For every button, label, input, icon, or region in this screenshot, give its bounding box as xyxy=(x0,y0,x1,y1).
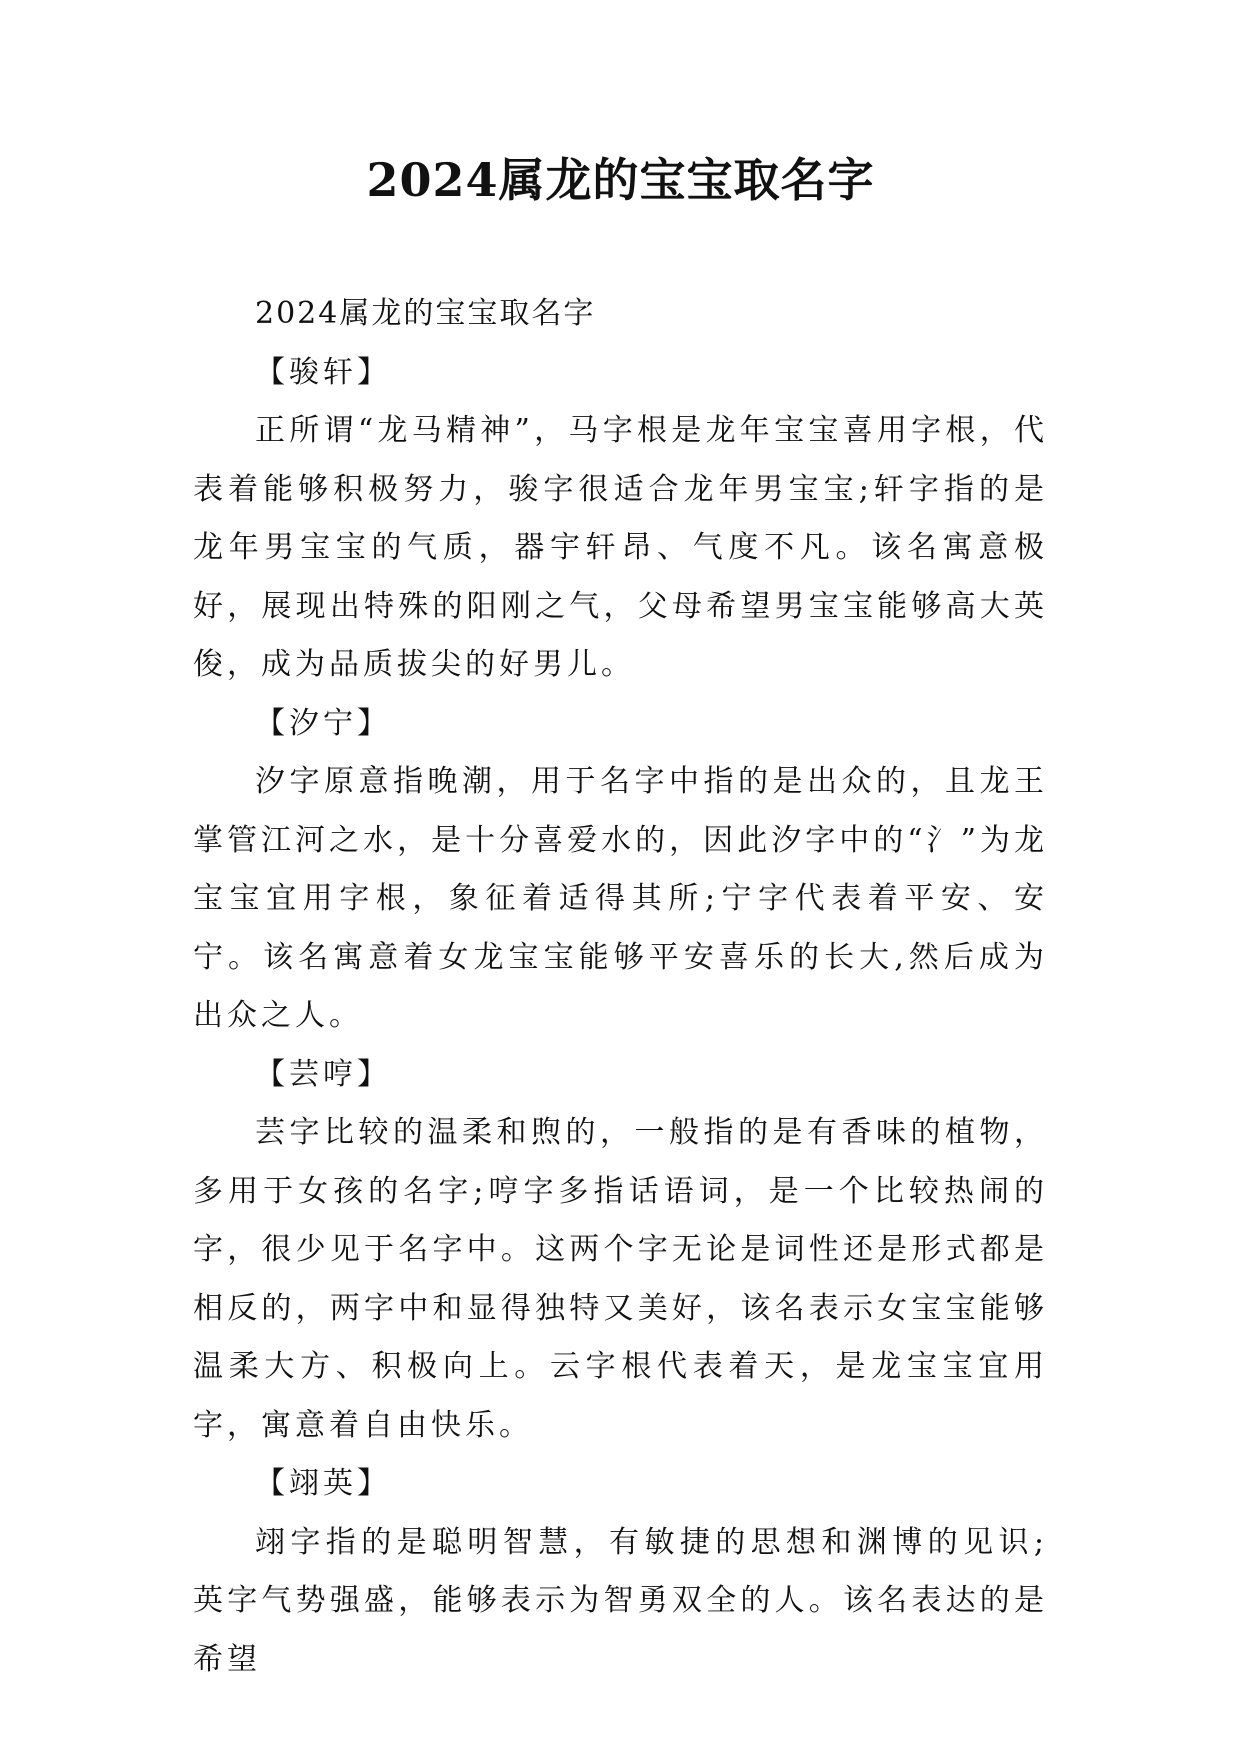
section-heading-junxuan: 【骏轩】 xyxy=(255,354,391,390)
document-body xyxy=(193,285,1048,1689)
section-body-yunning: 芸字比较的温柔和煦的，一般指的是有香味的植物，多用于女孩的名字;哼字多指话语词，是一个比较热闹的字，很少见于名字中。这两个字无论是词性还是形式都是相反的，两字中和显得独特又美好，该名表示女宝宝能够温柔大方、积极向上。云字根代表着天，是龙宝宝宜用字，寓意着自由快乐。 xyxy=(193,1115,1048,1443)
section-heading-yiying: 【翊英】 xyxy=(255,1466,391,1501)
section-body-junxuan: 正所谓“龙马精神”，马字根是龙年宝宝喜用字根，代表着能够积极努力，骏字很适合龙年男宝宝;轩字指的是龙年男宝宝的气质，器宇轩昂、气度不凡。该名寓意极好，展现出特殊的阳刚之气，父母希望男宝宝能够高大英俊，成为品质拔尖的好男儿。 xyxy=(193,413,1048,682)
section-heading-yunning: 【芸哼】 xyxy=(255,1056,391,1092)
document-subtitle: 2024属龙的宝宝取名字 xyxy=(255,296,596,331)
section-heading-xining: 【汐宁】 xyxy=(255,705,391,741)
document-title: 2024属龙的宝宝取名字 xyxy=(366,153,875,207)
section-body-yiying: 翊字指的是聪明智慧，有敏捷的思想和渊博的见识;英字气势强盛，能够表示为智勇双全的人。该名表达的是希望 xyxy=(193,1524,1048,1677)
section-body-xining: 汐字原意指晚潮，用于名字中指的是出众的，且龙王掌管江河之水，是十分喜爱水的，因此汐字中的“氵”为龙宝宝宜用字根，象征着适得其所;宁字代表着平安、安宁。该名寓意着女龙宝宝能够平安喜乐的长大,然后成为出众之人。 xyxy=(193,764,1048,1033)
